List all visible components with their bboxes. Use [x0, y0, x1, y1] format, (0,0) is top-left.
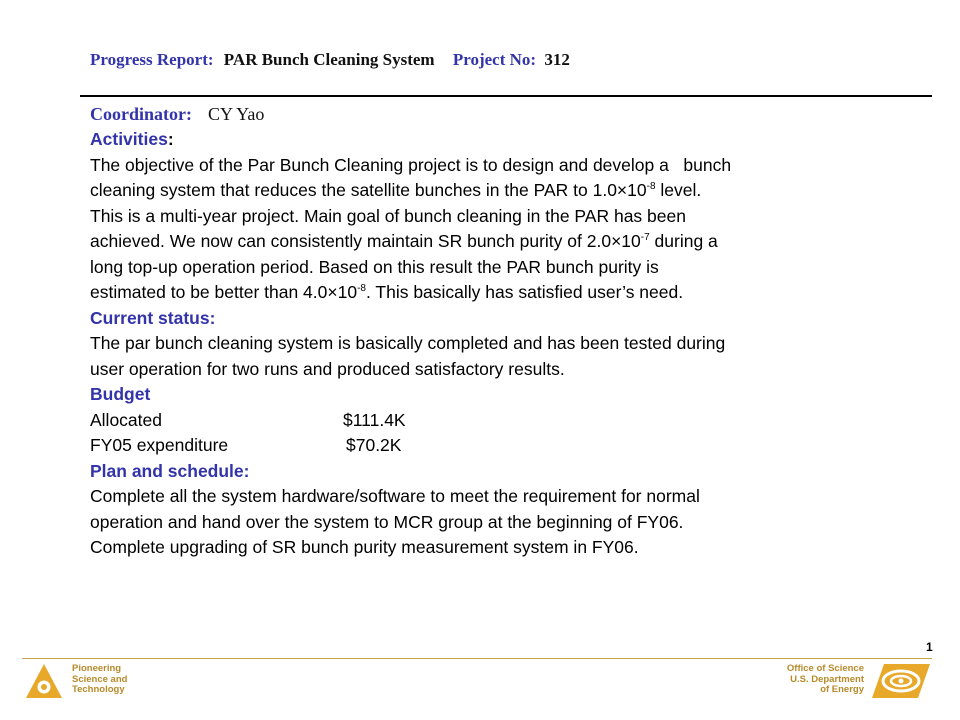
text-run: level.	[655, 180, 702, 200]
activities-heading: Activities	[90, 129, 168, 149]
text-run: estimated to be better than 4.0×10	[90, 282, 358, 302]
activities-line	[90, 280, 890, 306]
budget-row	[90, 408, 890, 434]
budget-label: FY05 expenditure	[90, 435, 229, 455]
title-divider	[80, 95, 932, 97]
footer-left-text	[72, 664, 127, 696]
coordinator-name: CY Yao	[208, 104, 265, 124]
exponent: -7	[640, 232, 650, 243]
project-number: 312	[544, 50, 570, 69]
exponent: -8	[646, 181, 656, 192]
footer-left-line: Pioneering	[72, 663, 122, 674]
progress-report-label: Progress Report:	[90, 50, 214, 69]
budget-label: Allocated	[90, 409, 162, 430]
footer-right-line: Office of Science	[786, 663, 864, 674]
plan-line: Complete all the system hardware/software to meet the requirement for normal	[90, 486, 700, 506]
plan-heading: Plan and schedule:	[90, 460, 250, 481]
report-body	[90, 127, 890, 561]
text-run: during a	[649, 231, 718, 251]
text-run: cleaning system that reduces the satellite bunches in the PAR to 1.0×10	[90, 180, 647, 200]
footer-left-line: Science and	[72, 673, 128, 685]
activities-line: This is a multi-year project. Main goal of bunch cleaning in the PAR has been	[90, 205, 686, 226]
footer-right-line: of Energy	[820, 684, 864, 695]
project-name: PAR Bunch Cleaning System	[223, 50, 435, 69]
coordinator-line	[90, 104, 264, 125]
coordinator-label: Coordinator:	[90, 104, 192, 124]
plan-line: operation and hand over the system to MCR group at the beginning of FY06.	[90, 511, 684, 532]
text-run: achieved. We now can consistently maintain SR bunch purity of 2.0×10	[90, 231, 641, 251]
exponent: -8	[357, 283, 366, 294]
plan-line: Complete upgrading of SR bunch purity measurement system in FY06.	[90, 537, 639, 557]
budget-heading: Budget	[90, 384, 151, 404]
footer-right-text	[787, 664, 864, 696]
budget-amount: $111.4K	[343, 409, 406, 430]
footer-divider	[22, 658, 932, 659]
current-status-line: user operation for two runs and produced satisfactory results.	[90, 358, 565, 379]
argonne-triangle-logo-icon	[24, 662, 64, 700]
activities-colon: :	[167, 129, 174, 149]
activities-line	[90, 229, 890, 255]
budget-row	[90, 433, 890, 459]
activities-line	[90, 178, 890, 204]
text-run: . This basically has satisfied user’s need.	[365, 282, 684, 302]
doe-swirl-logo-icon	[870, 662, 932, 700]
activities-heading-line	[90, 127, 890, 153]
activities-line: The objective of the Par Bunch Cleaning project is to design and develop a bunch	[90, 154, 732, 175]
current-status-line: The par bunch cleaning system is basically completed and has been tested during	[90, 333, 726, 353]
current-status-heading: Current status:	[90, 307, 216, 328]
budget-amount: $70.2K	[346, 435, 402, 455]
footer-right-line: U.S. Department	[790, 673, 864, 685]
page-number: 1	[926, 640, 933, 654]
activities-line: long top-up operation period. Based on this result the PAR bunch purity is	[90, 256, 659, 277]
slide-title	[90, 50, 570, 70]
project-no-label: Project No:	[452, 50, 537, 69]
footer-left-line: Technology	[72, 684, 125, 695]
